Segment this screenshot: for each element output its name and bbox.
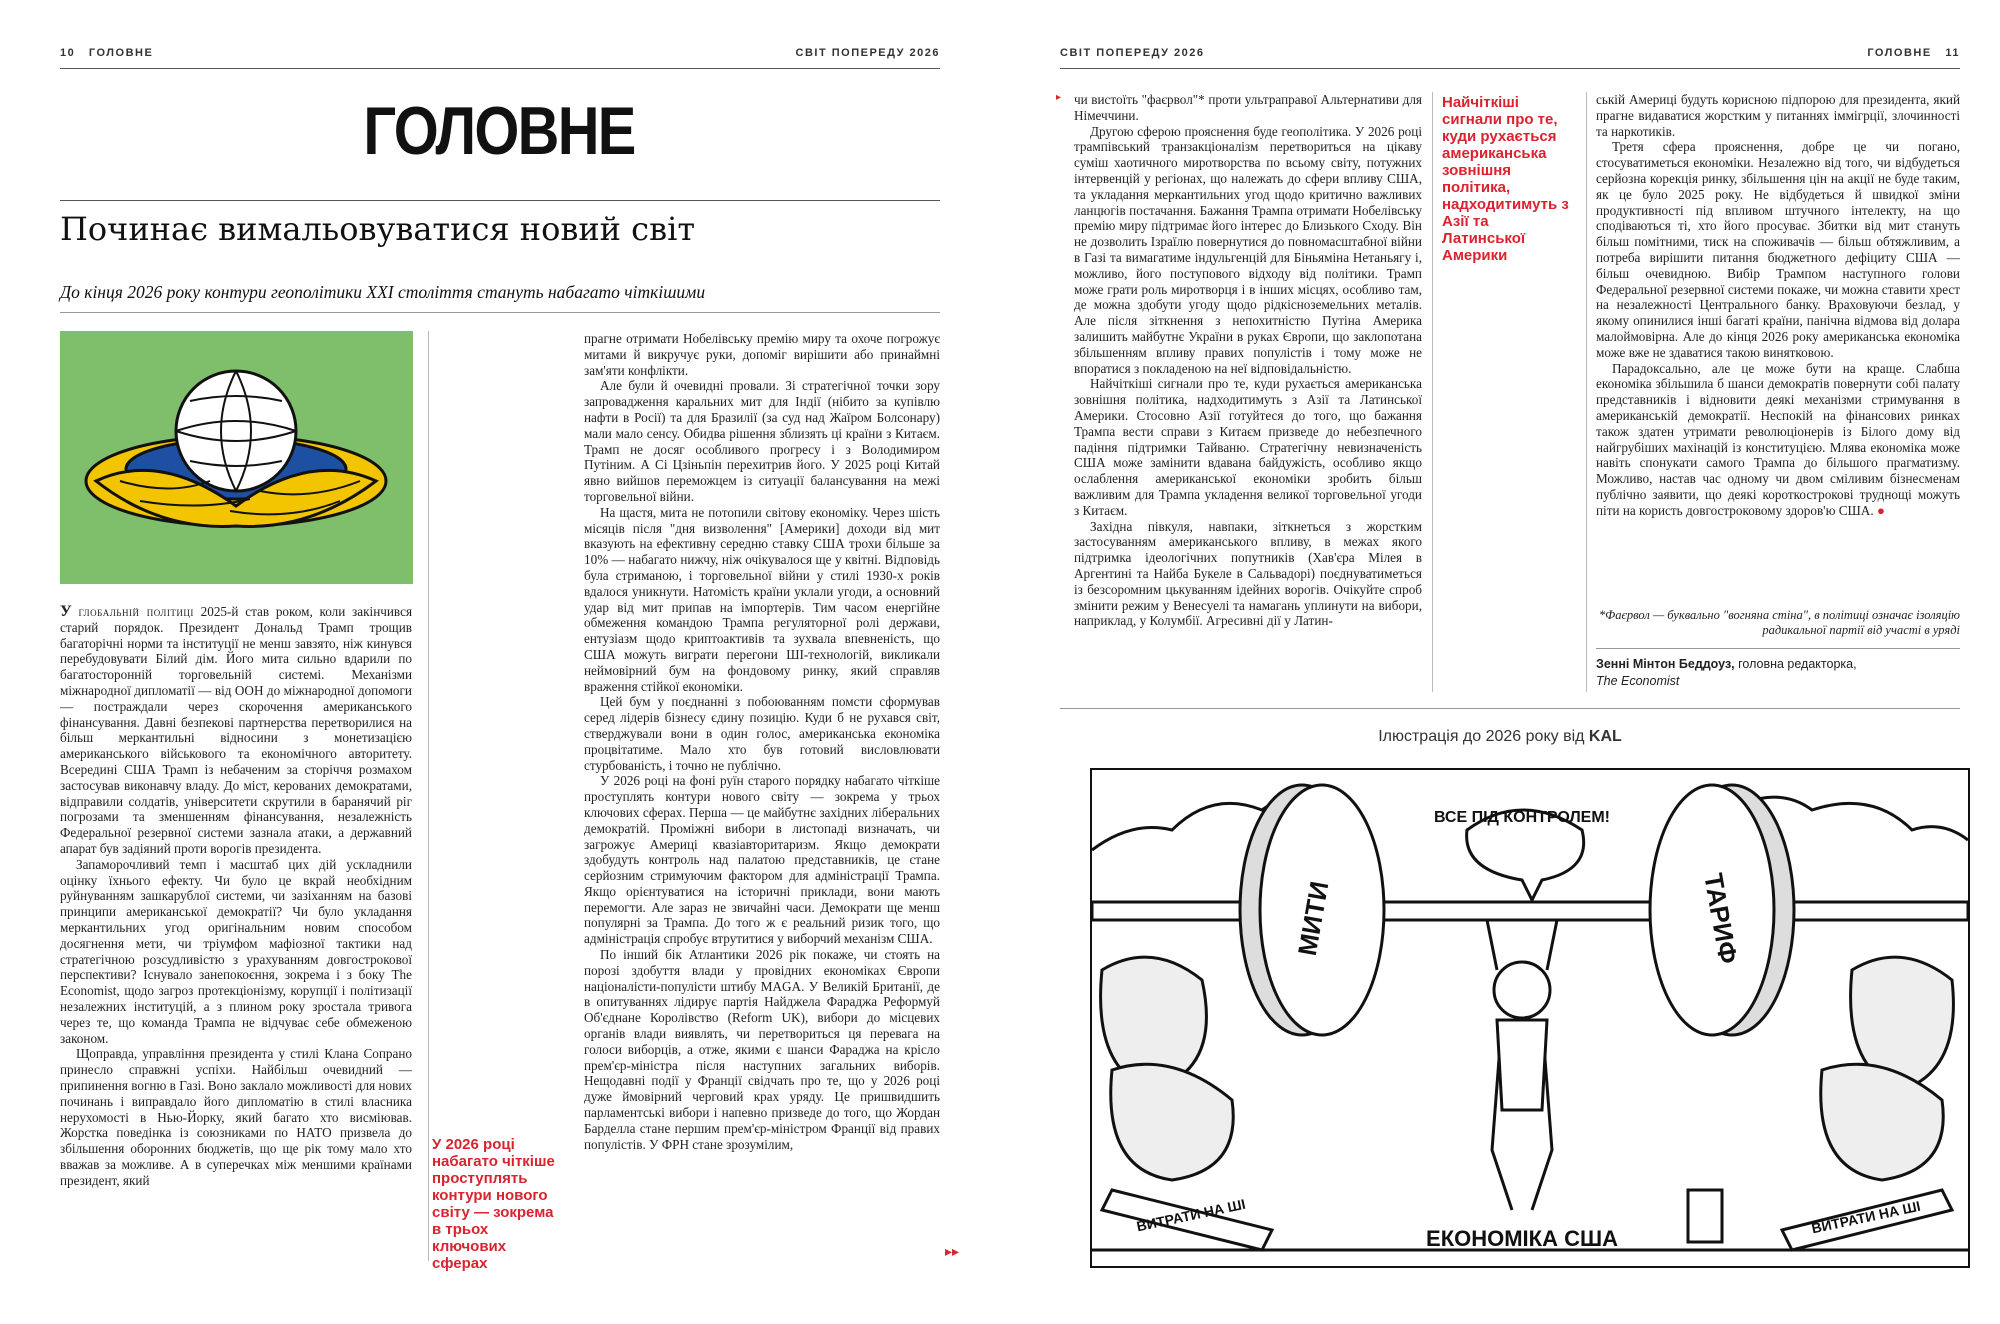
weightlifter-cartoon-icon <box>1092 770 1968 1266</box>
left-wagon-label: ВИТРАТИ НА ШІ <box>1135 1195 1247 1235</box>
illustration-rule <box>1060 708 1960 709</box>
running-title-left: СВІТ ПОПЕРЕДУ 2026 <box>795 47 940 59</box>
globe-nest-icon <box>60 331 413 584</box>
page-number-right: ГОЛОВНЕ 11 <box>1867 47 1960 59</box>
globe-nest-illustration <box>60 331 413 584</box>
column-divider-right-1 <box>1432 92 1433 692</box>
body-column-1: У глобальній політиці 2025-й став роком, коли закінчився старий порядок. Президент Дональд Трамп трощив багаторічні норми та інституції не менш завзято, ніж кинувся перебудовувати Білий дім. Його мита сильно вдарили по багатосторонній торговельній системі. Механізми міжнародної дипломатії — від ООН до міжнародної допомоги — постраждали через скорочення американського фінансування. Давні безпекові партнерства перетворилися на більш меркантильні відносини з монетизацією американського військового та економічного авторитету. Всередині США Трамп із небаченим за сторіччя розмахом застосував виконавчу владу. До міст, керованих демократами, відправили солдатів, університети скрутили в баранячий ріг погрозами та зменшенням фінансування, незалежність Федеральної резервної системи зазнала атаки, а державний апарат був задіяний проти ворогів президента. Запаморочливий темп і масштаб цих дій ускладнили оцінку їхнього ефекту. Чи було це вкрай необхідним руйнуванням зашкарублої системи, чи зазіханням на базові принципи американської демократії? Чи було укладання меркантильних угод оригінальним новим способом досягнення мети, чи тріумфом мафіозної тактики над стратегічною розсудливістю з урахуванням довгострокової перспективи? Існувало занепокоєння, зокрема і з боку The Economist, щодо загроз протекціонізму, корупції і політизації незалежних інституцій, а з плином року зростала тривога через те, що команда Трампа не відчуває себе обмеженою законом. Щоправда, управління президента у стилі Клана Сопрано принесло справжні успіхи. Найбільш очевидний — припинення вогню в Газі. Воно заклало можливості для нових починань і виправдало його дипломатію в стилі власника нерухомості в Нью-Йорку, який багато хто висміював. Жорстка поведінка із союзниками по НАТО призвела до збільшення оборонних бюджетів, що ще рік тому мало хто вважав за можливе. А в суперечках між меншими країнами президент, який <box>60 603 413 1188</box>
running-title-right: СВІТ ПОПЕРЕДУ 2026 <box>1060 47 1205 59</box>
author-signature: Зенні Мінтон Беддоуз, головна редакторка, The Economist <box>1596 657 1857 688</box>
right-weight-label: ТАРИФ <box>1698 870 1744 966</box>
body-column-4: ській Америці будуть корисною підпорою для президента, який прагне видаватися жорстким у питаннях іммігрції, злочинності та наркотиків. Третя сфера прояснення, добре це чи погано, стосуватиметься економіки. Незалежно від того, чи відбудеться серйозна корекція ринку, збільшення цін на акції не буде таким, як це було 2025 року. Не відбудеться й швидкої зміни продуктивності під впливом штучного інтелекту, на що сподіваються ті, хто його просуває. Збитки від мит стануть більш помітними, тиск на споживачів — більш обтяжливим, а потреба вирішити питання бюджетного дефіциту США — більш очевидною. Вибір Трампом наступного голови Федеральної резервної системи покаже, чи можна ставити хрест на незалежності Центрального банку. Враховуючи безлад, у якому опинилися інші багаті країни, панічна відмова від долара малоймовірна. Але до кінця 2026 року американська економіка може вже не здаватися такою винятковою. Парадоксально, але це може бути на краще. Слабша економіка збільшила б шанси демократів повернути собі палату представників і відновити деякі механізми стримування в американській демократії. Неспокій на фінансових ринках також здатен утримати революціонерів із Білого дому від найгрубіших махінацій із конституцією. Млява економіка може навіть спонукати самого Трампа до більшого прагматизму. Можливо, настав час одному чи двом сміливим бізнесменам публічно заявити, що деякі короткострокові труднощі можуть піти на користь довгостроковому здоров'ю США. ● <box>1596 92 1960 518</box>
standfirst: До кінця 2026 року контури геополітики XXI століття стануть набагато чіткішими <box>60 282 706 302</box>
standfirst-rule <box>60 312 940 313</box>
body-column-3: чи вистоїть "фаєрвол"* проти ультраправої Альтернативи для Німеччини. Другою сферою прояснення буде геополітика. У 2026 році трампівський транзакціоналізм перетвориться на цікаву суміш хаотичного миротворства по всьому світу, потужних інтервенцій у регіонах, що належать до сфери впливу США, та укладання меркантильних угод щодо критично важливих ланцюгів постачання. Бажання Трампа отримати Нобелівську премію миру підтримає його інтерес до Близького Сходу. Він не дозволить Ізраїлю повернутися до повномасштабної війни в Газі та вимагатиме індульгенцій для Біньяміна Нетаньягу і, можливо, його поступового відходу від політики. Трамп може грати роль миротворця і в інших місцях, особливо там, де можна здобути угоду щодо рідкісноземельних металів. Але після зіткнення з непохитністю Путіна Америка залишить майбутнє України в руках Європи, що заклопотана збільшенням впливу правих популістів і тому може не впоратися з покладеною на неї відповідальністю. Найчіткіші сигнали про те, куди рухається американська зовнішня політика, надходитимуть з Азії та Латинської Америки. Стосовно Азії готуйтеся до того, що бажання Трампа вести справи з Китаєм призведе до небезпечного падіння підтримки Тайваню. Стратегічну невизначеність США може замінити вдавана байдужість, особливо якщо ослаблення американської економіки зробить більш важливим для Трампа укладення великої торговельної угоди з Китаєм. Західна півкуля, навпаки, зіткнеться з жорстким застосуванням американського впливу, в межах якого підтримка ідеологічних попутників (Хав'єра Мілея в Аргентині та Найба Букеле в Сальвадорі) поєднуватиметься із безсоромним цькуванням ідейних ворогів. Очікуйте спроб змінити режим у Венесуелі та намагань уплинути на вибори, наприклад, у Колумбії. Агресивні дії у Латин- <box>1074 92 1422 629</box>
left-weight-label: МИТИ <box>1291 878 1335 958</box>
column-divider <box>428 331 429 1261</box>
speech-bubble-text: ВСЕ ПІД КОНТРОЛЕМ! <box>1433 809 1611 826</box>
pull-quote-left: У 2026 році набагато чіткіше проступлять контури нового світу — зокрема в трьох ключових сферах <box>432 1136 555 1272</box>
continued-arrow-icon: ▸ <box>1056 92 1062 103</box>
header-rule-right <box>1060 68 1960 69</box>
economy-banner: ЕКОНОМІКА США <box>1426 1226 1618 1251</box>
end-mark-icon: ● <box>1876 502 1885 518</box>
page-number-left: 10 ГОЛОВНЕ <box>60 47 154 59</box>
section-title: ГОЛОВНЕ <box>363 93 635 169</box>
column-divider-right-2 <box>1586 92 1587 692</box>
footnote-rule <box>1596 648 1960 649</box>
title-rule <box>60 200 940 201</box>
header-rule <box>60 68 940 69</box>
illustration-caption: Ілюстрація до 2026 року від KAL <box>1378 728 1622 745</box>
pull-quote-right: Найчіткіші сигнали про те, куди рухається американська зовнішня політика, надходитимуть з Азії та Латинської Америки <box>1442 94 1569 264</box>
kal-cartoon <box>1090 768 1970 1268</box>
right-page <box>1000 0 2000 1324</box>
headline: Починає вимальовуватися новий світ <box>60 210 696 248</box>
footnote: *Фаєрвол — буквально "вогняна стіна", в політиці означає ізоляцію радикальної партії від участі в уряді <box>1598 608 1960 637</box>
body-column-2: прагне отримати Нобелівську премію миру та охоче погрожує митами й викручує руки, допоміг вирішити або принаймні зам'яти конфлікти. Але були й очевидні провали. Зі стратегічної точки зору запровадження каральних мит для Індії (нібито за купівлю нафти в Росії) та для Бразилії (за суд над Жаїром Болсонару) мали мало сенсу. Обидва рішення зблизять ці країни з Китаєм. Трамп не досяг особливого прогресу і з Володимиром Путіним. А Сі Цзіньпін перехитрив його. У 2025 році Китай явно вийшов переможцем із ситуації балансування на межі торговельної війни. На щастя, мита не потопили світову економіку. Через шість місяців після "дня визволення" [Америки] доходи від мит вказують на ефективну середню ставку США трохи більше за 10% — набагато нижчу, ніж очікувалося ще у квітні. Відповідь була стриманою, і торговельної війни у стилі 1930-х років вдалося уникнути. Натомість країни уклали угоди, а основний удар від мит припав на імпортерів. Тим часом енергійне обмеження командою Трампа регуляторної ролі держави, ентузіазм щодо криптоактивів та зухвала впевненість, що США можуть виграти перегони ШІ-технологій, викликали неймовірний бум на фондовому ринку, який справляв враження стійкої економіки. Цей бум у поєднанні з побоюванням помсти сформував серед лідерів бізнесу єдину позицію. Куди б не рухався світ, стверджували вони в один голос, американська економіка процвітатиме. Мало хто був готовий висловлювати стурбованість, і точно не публічно. У 2026 році на фоні руїн старого порядку набагато чіткіше проступлять контури нового світу — зокрема у трьох ключових сферах. Перша — це майбутнє західних ліберальних демократій. Проміжні вибори в листопаді визначать, чи загрожує Америці квазіавторитаризм. Якщо демократи здобудуть контроль над палатою представників, це стане серйозним стримуючим фактором для адміністрації Трампа. Якщо орієнтуватися на історичні приклади, вони мають перемогти. Але зараз не звичайні часи. Демократи ще менш популярні за Трампа. До того ж є реальний ризик того, що адміністрація спробує втрутитися у виборчий механізм США. По інший бік Атлантики 2026 рік покаже, чи стоять на порозі здобуття влади у провідних економіках Європи націоналісти-популісти штибу MAGA. У Великій Британії, де в опитуваннях лідирує партія Найджела Фараджа Реформуй Об'єднане Королівство (Reform UK), вибори до місцевих органів влади виявлять, чи перетвориться ця перевага на голоси виборців, а отже, якими є шанси Фараджа на крісло прем'єр-міністра після наступних загальних виборів. Нещодавні події у Франції свідчать про те, що у 2026 році дуже ймовірний черговий крах уряду. Це пришвидшить парламентські вибори і напевно призведе до того, що Жордан Барделла стане першим прем'єр-міністром Франції від правих популістів. У ФРН стане зрозумілим, <box>584 331 940 1152</box>
continue-arrow-icon: ▸▸ <box>945 1244 960 1260</box>
right-wagon-label: ВИТРАТИ НА ШІ <box>1810 1197 1922 1237</box>
